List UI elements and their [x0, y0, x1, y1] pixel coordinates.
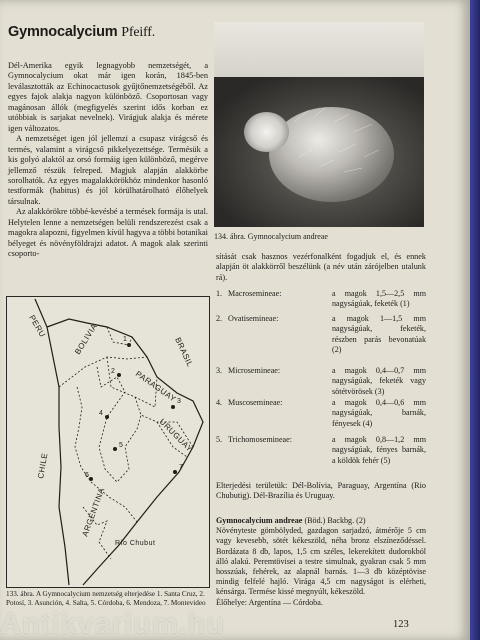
seed-group-2: 2. Ovatisemineae: a magok 1—1,5 mm nagyságúak, feketék, részben parás bevonatúak (2): [216, 314, 426, 354]
paragraph-3: Az alakkörökre többé-kevésbé a termések formája is utal. Helytelen lenne a nemzetségen belüli rendszerezést csak a magokra alapozni, figyelmen kívül hagyva a többi botanikai bélyeget és növényföldrajzi adatot. A magok alak szerinti csoporto-: [8, 207, 208, 259]
photo-caption: 134. ábra. Gymnocalycium andreae: [214, 232, 328, 241]
watermark: Antikvarium.hu: [0, 608, 226, 640]
label-rio-chubut: Río Chubut: [115, 540, 156, 547]
genus-name: Gymnocalycium: [8, 24, 118, 40]
label-chile: CHILE: [36, 452, 50, 480]
distribution-map: [6, 296, 210, 588]
habitat-text: Elterjedési területük: Dél-Bolívia, Paraguay, Argentína (Rio Chubutig). Dél-Brazília és Uruguay.: [216, 481, 426, 501]
paragraph-2: A nemzetséget igen jól jellemzi a csupasz virágcső és termés, valamint a virágcső pikkelyezettsége. Termésük a kis golyó alaktól az orsó formáig igen különböző, megérve jellemző részük felreped. Magjuk alapján alakkörbe sorolhatók. Az egyes magalakkörökhöz mindenkor hasonló testformák (habitus) és jól körülhatárolható élőhelyek társulnak.: [8, 134, 208, 206]
seed-group-3: 3. Microsemineae: a magok 0,4—0,7 mm nagyságúak, feketék vagy sötétvörösek (3): [216, 366, 426, 396]
label-brasil: BRASIL: [173, 336, 195, 369]
page-title: [8, 24, 155, 41]
map-point-5: 5: [119, 442, 123, 449]
species-habitat: Élőhelye: Argentína — Córdoba.: [216, 597, 323, 607]
map-point-7: 7: [179, 464, 183, 471]
map-point-2: 2: [111, 368, 115, 375]
label-bolivia: BOLIVIA: [73, 321, 100, 357]
left-column-text: [8, 61, 208, 260]
species-entry: [216, 516, 426, 608]
genus-author: Pfeiff.: [121, 25, 155, 40]
map-drawing: [7, 297, 209, 587]
label-paraguay: PARAGUAY: [133, 369, 178, 404]
species-heading-author: (Böd.) Backbg. (2): [304, 516, 366, 525]
label-argentina: ARGENTINA: [80, 486, 107, 538]
map-point-4: 4: [99, 410, 103, 417]
label-peru: PERU: [27, 313, 48, 339]
seed-group-4: 4. Muscosemineae: a magok 0,4—0,6 mm nagyságúak, barnák, fényesek (4): [216, 398, 426, 428]
seed-group-1: 1. Macrosemineae: a magok 1,5—2,5 mm nagyságúak, feketék (1): [216, 289, 426, 309]
species-description: Növényteste gömbölyded, gazdagon sarjadzó, átmérője 5 cm vagy kevesebb, sötét kékeszöld, néha bronz elszíneződéssel. Bordázata 8 db, lapos, 1,5 cm széles, lekerekített dudorokból álló alakú. Peremtövisei a testre simulnak, gyakran csak 5 mm hosszúak, fehérek, az alapnál barnás. 1—3 db középtövise mindig felfelé hajló. Virága 4,5 cm nagyságot is elérheti, kénsárga. Termése kissé megnyúlt, kékeszöld.: [216, 526, 426, 597]
map-caption: 133. ábra. A Gymnocalycium nemzetség elterjedése 1. Santa Cruz, 2. Potosí, 3. Asunción, 4. Salta, 5. Córdoba, 6. Mendoza, 7. Montevideo: [6, 590, 206, 607]
right-intro-text: sítását csak hasznos vezérfonalként fogadjuk el, és ennek alapján öt alakkörről beszélünk (a név után zárójelben utalunk rá).: [216, 252, 426, 282]
label-uruguay: URUGUAY: [157, 417, 195, 454]
seed-group-5: 5. Trichomosemineae: a magok 0,8—1,2 mm nagyságúak, fényes barnák, a köldök fehér (5): [216, 435, 426, 465]
page-number: 123: [393, 619, 409, 630]
paragraph-1: Dél-Amerika egyik legnagyobb nemzetségét, a Gymnocalycium okat már igen korán, 1845-ben leválasztották az Echinocactusok gyűjtőnemzetségéből. Az egyes fajok alakja nagyon különböző. Csoportosan vagy magánosan állók (megfigyelés szerint idős korban ez utóbbiak is sarjakat nevelnek). Virágjuk alakja és mérete igen változatos.: [8, 61, 208, 133]
map-point-1: 1: [123, 336, 127, 343]
cactus-photo: [214, 22, 424, 227]
map-point-6: 6: [85, 472, 89, 479]
cactus-spines: [214, 22, 424, 227]
species-heading: Gymnocalycium andreae: [216, 516, 303, 525]
map-point-3: 3: [177, 398, 181, 405]
